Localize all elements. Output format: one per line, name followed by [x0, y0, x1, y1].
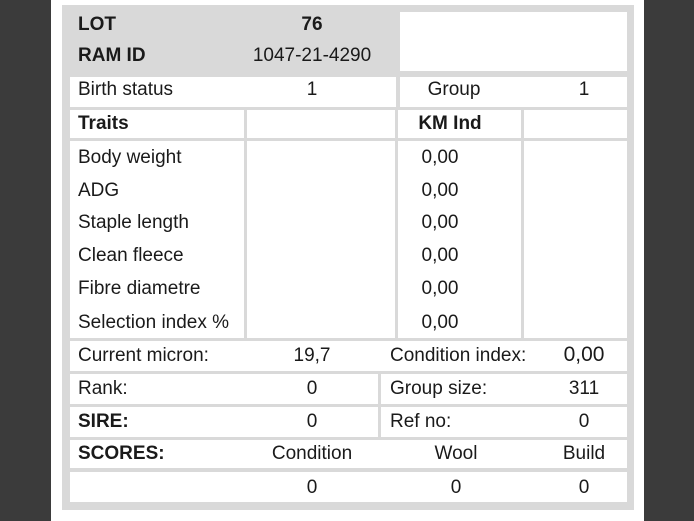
scores-header-row: [70, 440, 627, 468]
current-micron-row: [70, 341, 627, 371]
condition-index-value: 0,00: [563, 343, 605, 366]
trait-label: Fibre diametre: [78, 278, 201, 299]
trait-label: Body weight: [78, 147, 182, 168]
km-ind-header-cell: [398, 110, 521, 138]
birth-status-value: 1: [306, 79, 318, 100]
sire-value: 0: [306, 411, 318, 432]
traits-header-label: Traits: [78, 113, 129, 134]
scores-build-value: 0: [578, 477, 590, 498]
km-ind-value: 0,00: [421, 180, 459, 201]
ref-no-label: Ref no:: [390, 411, 452, 432]
traits-blank-right-column: [524, 141, 627, 338]
traits-label-column: [70, 141, 244, 338]
scores-wool-value: 0: [450, 477, 462, 498]
ref-no-value: 0: [578, 411, 590, 432]
condition-index-label: Condition index:: [390, 345, 527, 366]
rank-label: Rank:: [78, 378, 128, 399]
trait-label: ADG: [78, 180, 120, 201]
trait-label: Selection index %: [78, 312, 230, 333]
header-blank-cell: [400, 12, 627, 71]
km-ind-value: 0,00: [421, 147, 459, 168]
rank-value: 0: [306, 378, 318, 399]
group-label: Group: [427, 79, 481, 100]
scores-condition-label: Condition: [271, 443, 353, 464]
trait-label: Staple length: [78, 212, 189, 233]
sire-label: SIRE:: [78, 411, 129, 432]
scores-build-label: Build: [562, 443, 606, 464]
group-size-cell: [381, 374, 627, 404]
km-ind-value: 0,00: [421, 212, 459, 233]
scores-wool-label: Wool: [434, 443, 478, 464]
birth-status-cell: [70, 77, 396, 107]
traits-header-blank-right: [524, 110, 627, 138]
km-ind-value: 0,00: [421, 245, 459, 266]
current-micron-label: Current micron:: [78, 345, 209, 366]
lot-value: 76: [301, 14, 323, 35]
group-value: 1: [578, 79, 590, 100]
traits-blank-column: [247, 141, 395, 338]
lot-label: LOT: [78, 14, 116, 35]
sire-cell: [70, 407, 378, 437]
km-ind-value: 0,00: [421, 278, 459, 299]
scores-values-row: [70, 472, 627, 502]
current-micron-value: 19,7: [293, 345, 331, 366]
ram-id-value: 1047-21-4290: [252, 45, 372, 66]
traits-header-blank: [247, 110, 395, 138]
group-cell: [400, 77, 627, 107]
traits-header-cell: [70, 110, 244, 138]
km-ind-column: [398, 141, 521, 338]
trait-label: Clean fleece: [78, 245, 184, 266]
scores-label: SCORES:: [78, 443, 165, 464]
group-size-label: Group size:: [390, 378, 488, 399]
km-ind-value: 0,00: [421, 312, 459, 333]
scores-condition-value: 0: [306, 477, 318, 498]
ref-no-cell: [381, 407, 627, 437]
birth-status-label: Birth status: [78, 79, 174, 100]
group-size-value: 311: [568, 378, 600, 399]
rank-cell: [70, 374, 378, 404]
km-ind-header-label: KM Ind: [418, 113, 482, 134]
ram-id-label: RAM ID: [78, 45, 146, 66]
